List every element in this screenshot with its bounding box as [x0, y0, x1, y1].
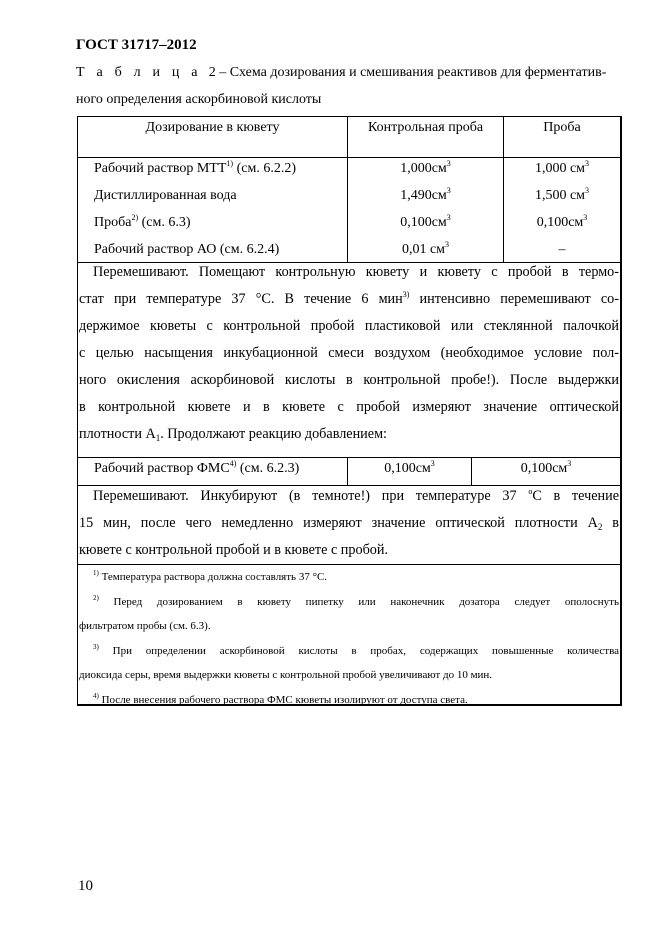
table-caption-title: – Схема дозирования и смешивания реактивов для ферментатив- — [219, 65, 607, 80]
table-cell-control: $0,100см^3$ — [400, 213, 451, 230]
table-caption-label: Т а б л и ц а — [76, 65, 202, 80]
table-row-label: Рабочий раствор ФМС$^{4)}$ (см. 6.2.3) — [94, 459, 300, 476]
paragraph-line: Перемешивают. Помещают контрольную кювету и кювету с пробой в термо- — [93, 264, 619, 280]
footnotes — [79, 565, 619, 712]
table-caption-line1 — [76, 65, 606, 81]
table-cell-control: 0,01 $см^3$ — [401, 240, 450, 257]
table-cell-sample: $0,100см^3$ — [520, 459, 572, 476]
document-code: ГОСТ 31717–2012 — [76, 37, 197, 53]
paragraph-line: в контрольной кювете и в кювете с пробой измеряют значение оптической — [79, 399, 619, 415]
table-cell-control: $1,000см^3$ — [400, 159, 451, 176]
footnote-1: $^{1)}$ Температура раствора должна составлять 37 °С. — [93, 569, 328, 583]
table-cell-sample: – — [558, 242, 566, 257]
column-header-dosing: Дозирование в кювету — [145, 120, 280, 135]
paragraph-line: кювете с контрольной пробой и в кювете с пробой. — [79, 542, 389, 558]
header-row-divider — [77, 157, 622, 158]
footnote-2-cont: фильтратом пробы (см. 6.3). — [79, 620, 211, 632]
page-number: 10 — [78, 878, 93, 894]
footnote-3: $^{3)}$ При определении аскорбиновой кислоты в пробах, содержащих повышенные количества — [93, 642, 619, 657]
table-caption-number: 2 — [208, 65, 216, 80]
paragraph-line: плотности $А_1$. Продолжают реакцию добавлением: — [79, 426, 387, 443]
fms-row-top-divider — [77, 457, 622, 458]
table-cell-sample: 1,500 $см^3$ — [534, 186, 590, 203]
paragraph-line: Перемешивают. Инкубируют (в темноте!) при температуре 37 $^о$С в течение — [93, 487, 619, 504]
paragraph-line: 15 мин, после чего немедленно измеряют значение оптической плотности $А_2$ в — [79, 515, 620, 532]
table-row-label: Дистиллированная вода — [94, 188, 237, 203]
paragraph-line: стат при температуре 37 °С. В течение 6 мин$^{3)}$ интенсивно перемешивают со- — [79, 290, 619, 307]
footnote-2: $^{2)}$ Перед дозированием в кювету пипетку или наконечник дозатора следует ополоснуть — [93, 593, 619, 608]
table-cell-control: $1,490см^3$ — [400, 186, 451, 203]
table-cell-sample: $0,100см^3$ — [536, 213, 588, 230]
paragraph-line: держимое кюветы с контрольной пробой пластиковой или стеклянной палочкой — [79, 318, 619, 334]
footnote-3-cont: диоксида серы, время выдержки кюветы с контрольной пробой увеличивают до 10 мин. — [79, 669, 493, 681]
instruction-paragraph-2 — [79, 483, 619, 564]
table-row-label: Рабочий раствор АО (см. 6.2.4) — [94, 242, 280, 257]
table-row-label: Рабочий раствор МТТ$^{1)}$ (см. 6.2.2) — [94, 159, 296, 176]
table-cell-sample: 1,000 $см^3$ — [534, 159, 590, 176]
instruction-paragraph-1 — [79, 259, 619, 448]
table-cell-control: $0,100см^3$ — [384, 459, 435, 476]
table-caption-line2: ного определения аскорбиновой кислоты — [76, 92, 322, 107]
paragraph-line: с целью насыщения инкубационной смеси воздухом (необходимое условие пол- — [79, 345, 619, 361]
column-header-control: Контрольная проба — [367, 120, 484, 135]
column-header-sample: Проба — [543, 120, 581, 135]
footnote-4: $^{4)}$ После внесения рабочего раствора ФМС кюветы изолируют от доступа света. — [93, 691, 468, 706]
table-row-label: Проба$^{2)}$ (см. 6.3) — [94, 213, 191, 230]
paragraph-line: ного окисления аскорбиновой кислоты в контрольной пробе!). После выдержки — [79, 372, 619, 388]
